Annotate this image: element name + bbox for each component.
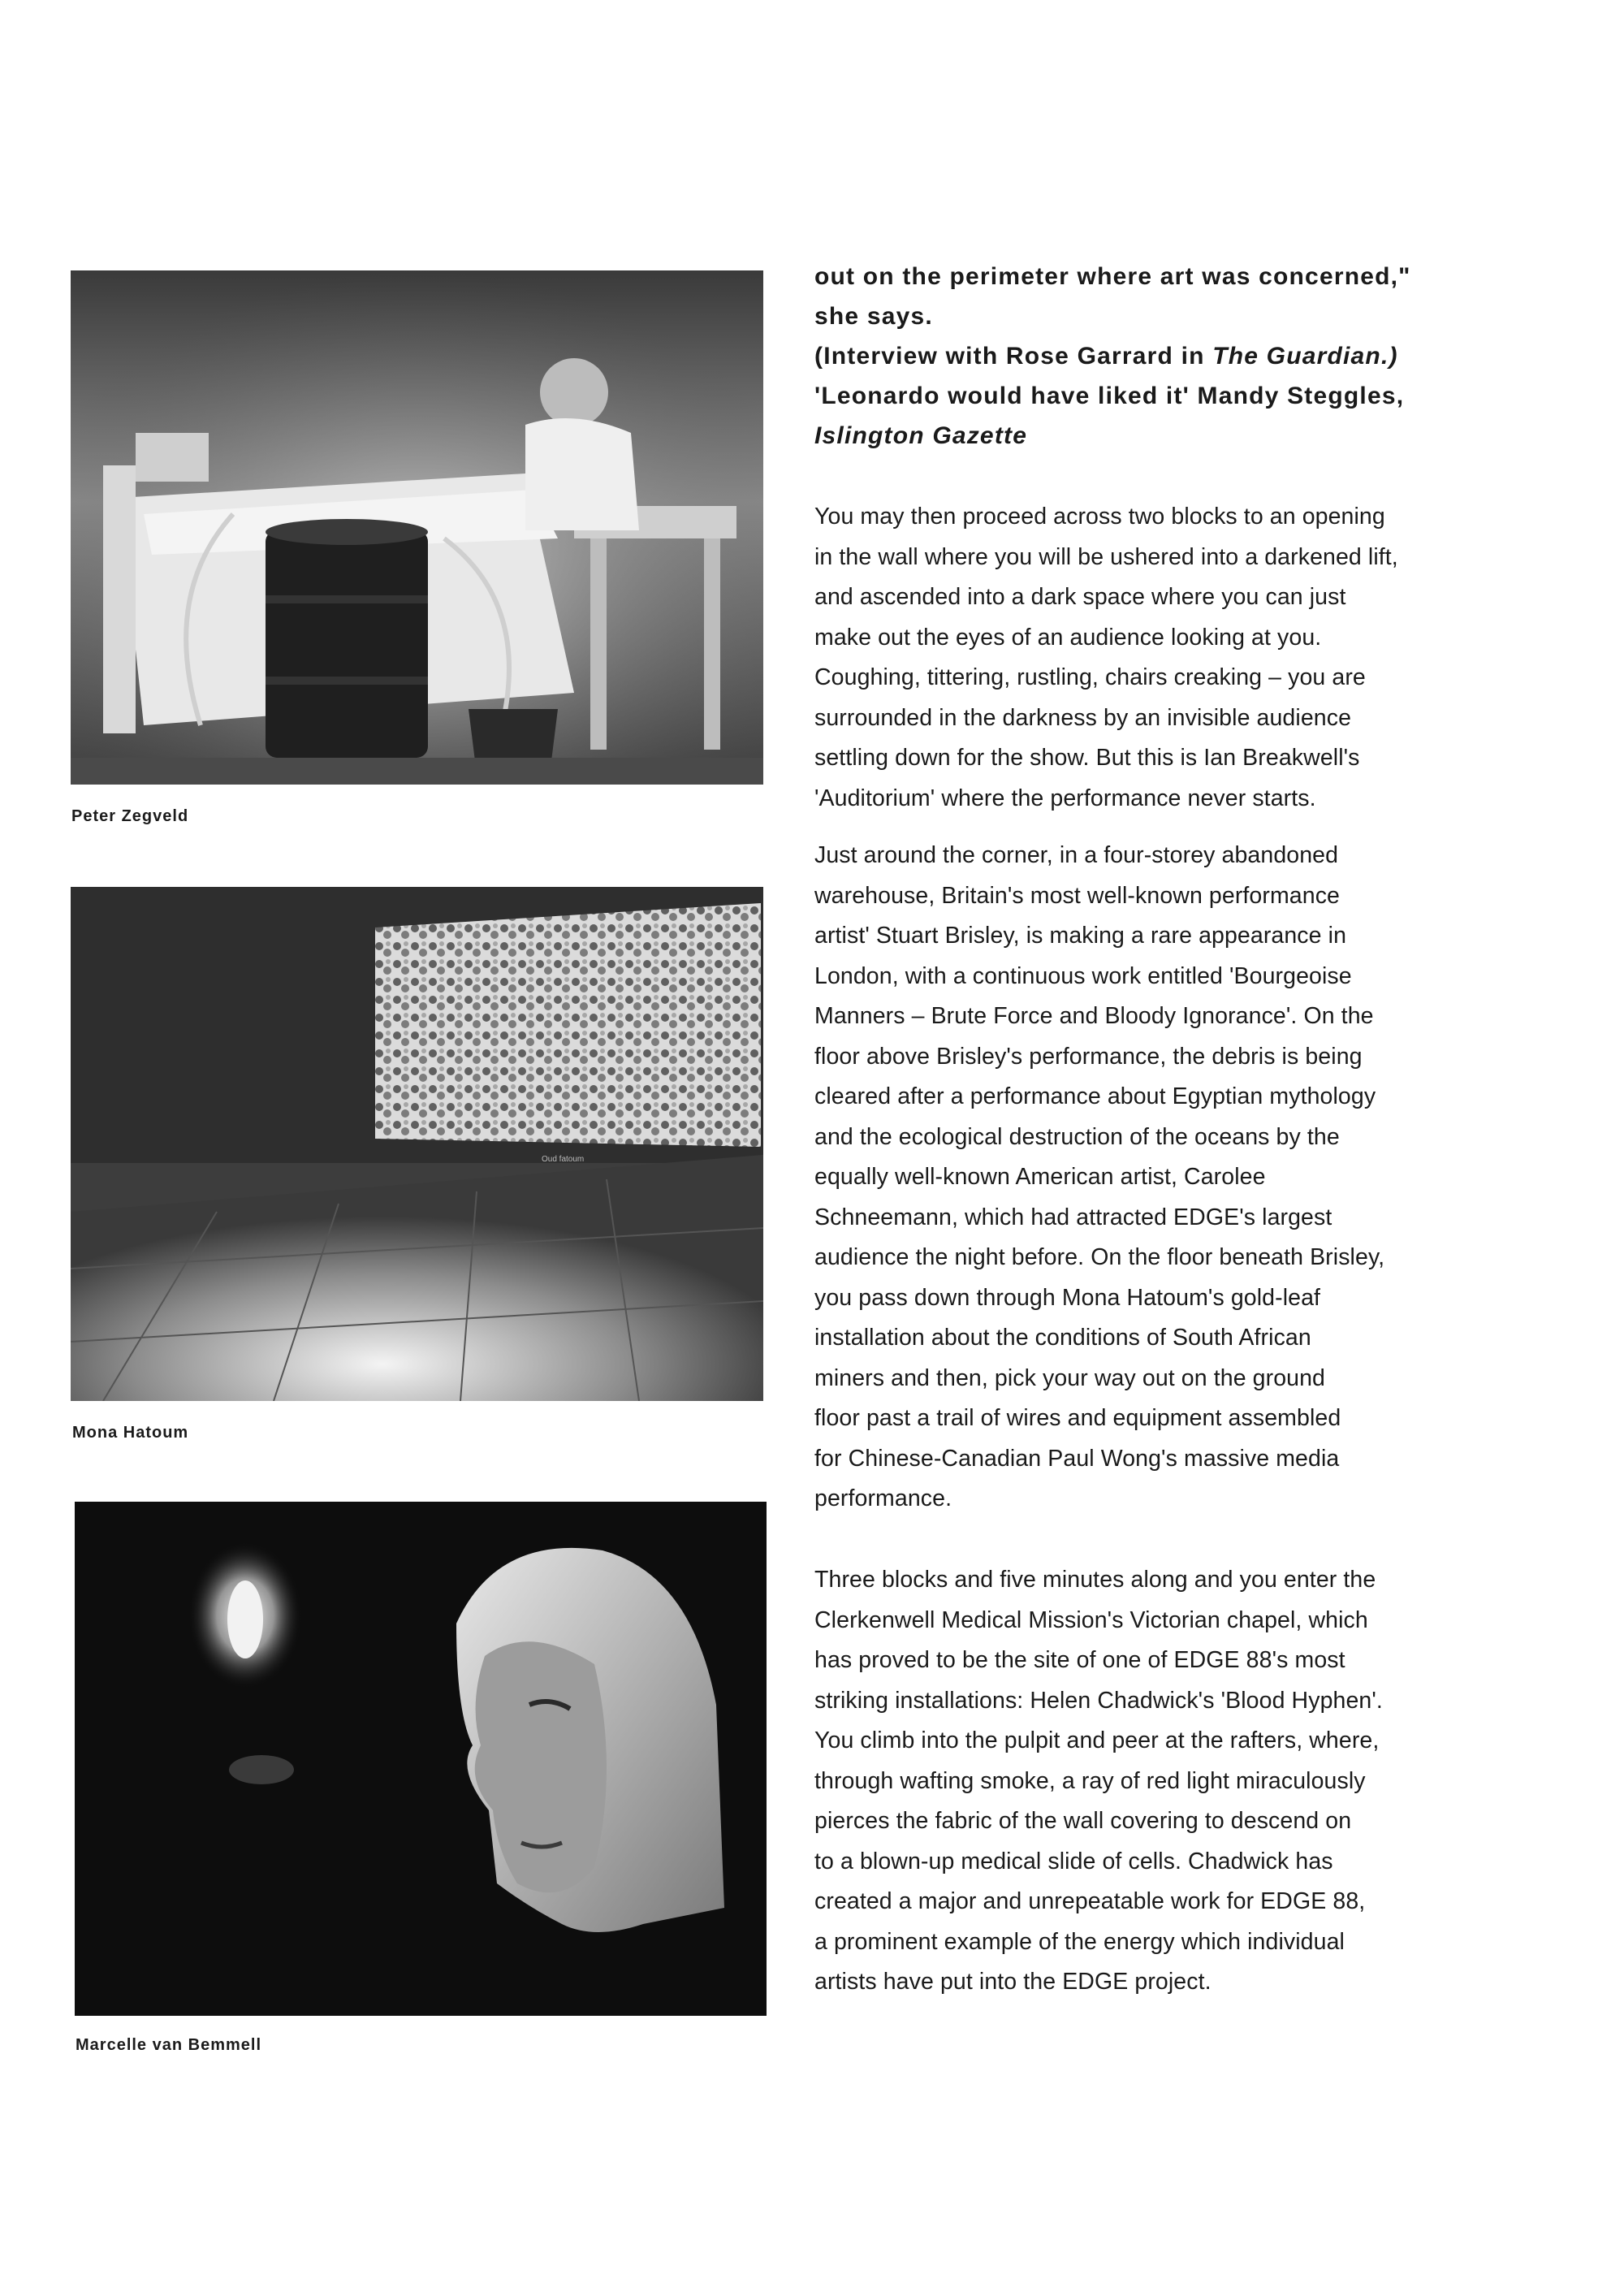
- article-paragraph-1: [814, 497, 1529, 819]
- para2-line: and the ecological destruction of the oceans by the: [814, 1123, 1340, 1150]
- para1-line: make out the eyes of an audience looking at you.: [814, 624, 1322, 651]
- para1-line: You may then proceed across two blocks to an opening: [814, 504, 1385, 530]
- lead-source-islington: Islington Gazette: [814, 422, 1028, 449]
- para2-line: Just around the corner, in a four-storey abandoned: [814, 842, 1339, 868]
- article-lead: [814, 257, 1529, 456]
- article-paragraph-2: [814, 836, 1529, 1520]
- para3-line: Three blocks and five minutes along and you enter the: [814, 1567, 1376, 1593]
- para3-line: pierces the fabric of the wall covering to descend on: [814, 1808, 1352, 1834]
- lead-line-5: [814, 416, 1529, 456]
- caption-mona-hatoum: Mona Hatoum: [72, 1424, 189, 1442]
- photo-peter-zegveld: [71, 270, 763, 785]
- para2-line: Manners – Brute Force and Bloody Ignorance'. On the: [814, 1003, 1374, 1029]
- para3-line: You climb into the pulpit and peer at the rafters, where,: [814, 1727, 1380, 1753]
- para2-line: floor past a trail of wires and equipment assembled: [814, 1405, 1341, 1431]
- para3-line: has proved to be the site of one of EDGE 88's most: [814, 1647, 1345, 1673]
- lead-line-3: [814, 336, 1529, 376]
- para3-line: created a major and unrepeatable work for EDGE 88,: [814, 1888, 1366, 1914]
- caption-peter-zegveld: Peter Zegveld: [71, 807, 189, 825]
- para2-line: miners and then, pick your way out on the ground: [814, 1364, 1326, 1391]
- lead-line-2: she says.: [814, 303, 933, 330]
- para2-line: Schneemann, which had attracted EDGE's largest: [814, 1204, 1332, 1230]
- para1-line: 'Auditorium' where the performance never starts.: [814, 785, 1316, 811]
- projection-label: Oud fatoum: [542, 1155, 585, 1164]
- para2-line: equally well-known American artist, Carolee: [814, 1164, 1266, 1190]
- article-paragraph-3: [814, 1560, 1529, 2003]
- para3-line: to a blown-up medical slide of cells. Chadwick has: [814, 1848, 1333, 1874]
- para1-line: Coughing, tittering, rustling, chairs creaking – you are: [814, 664, 1366, 690]
- photo-marcelle-van-bemmell: [75, 1502, 767, 2016]
- para2-line: artist' Stuart Brisley, is making a rare appearance in: [814, 923, 1347, 949]
- para2-line: performance.: [814, 1485, 952, 1511]
- photo-mona-hatoum-image: [71, 887, 763, 1401]
- para3-line: striking installations: Helen Chadwick's 'Blood Hyphen'.: [814, 1687, 1383, 1714]
- para3-line: artists have put into the EDGE project.: [814, 1969, 1212, 1995]
- para2-line: warehouse, Britain's most well-known performance: [814, 882, 1341, 909]
- para2-line: audience the night before. On the floor beneath Brisley,: [814, 1244, 1385, 1270]
- para2-line: London, with a continuous work entitled 'Bourgeoise: [814, 962, 1352, 989]
- para3-line: through wafting smoke, a ray of red light miraculously: [814, 1767, 1366, 1794]
- photo-peter-zegveld-image: [71, 270, 763, 785]
- para2-line: cleared after a performance about Egyptian mythology: [814, 1083, 1376, 1109]
- para3-line: a prominent example of the energy which individual: [814, 1928, 1345, 1955]
- para2-line: for Chinese-Canadian Paul Wong's massive media: [814, 1445, 1340, 1472]
- lead-line-3-prefix: (Interview with Rose Garrard in: [814, 343, 1213, 370]
- para1-line: and ascended into a dark space where you can just: [814, 584, 1346, 610]
- photo-marcelle-van-bemmell-image: [75, 1502, 767, 2016]
- para1-line: in the wall where you will be ushered into a darkened lift,: [814, 543, 1398, 570]
- caption-marcelle-van-bemmell: Marcelle van Bemmell: [76, 2036, 261, 2054]
- para2-line: installation about the conditions of South African: [814, 1325, 1311, 1351]
- para2-line: you pass down through Mona Hatoum's gold-leaf: [814, 1284, 1321, 1311]
- lead-line-1: out on the perimeter where art was concerned,": [814, 263, 1411, 290]
- para3-line: Clerkenwell Medical Mission's Victorian chapel, which: [814, 1606, 1368, 1633]
- para1-line: settling down for the show. But this is Ian Breakwell's: [814, 745, 1360, 771]
- lead-line-4: 'Leonardo would have liked it' Mandy Steggles,: [814, 383, 1405, 409]
- para2-line: floor above Brisley's performance, the debris is being: [814, 1043, 1363, 1070]
- photo-mona-hatoum: [71, 887, 763, 1401]
- para1-line: surrounded in the darkness by an invisible audience: [814, 704, 1352, 731]
- lead-source-guardian: The Guardian.): [1212, 343, 1398, 370]
